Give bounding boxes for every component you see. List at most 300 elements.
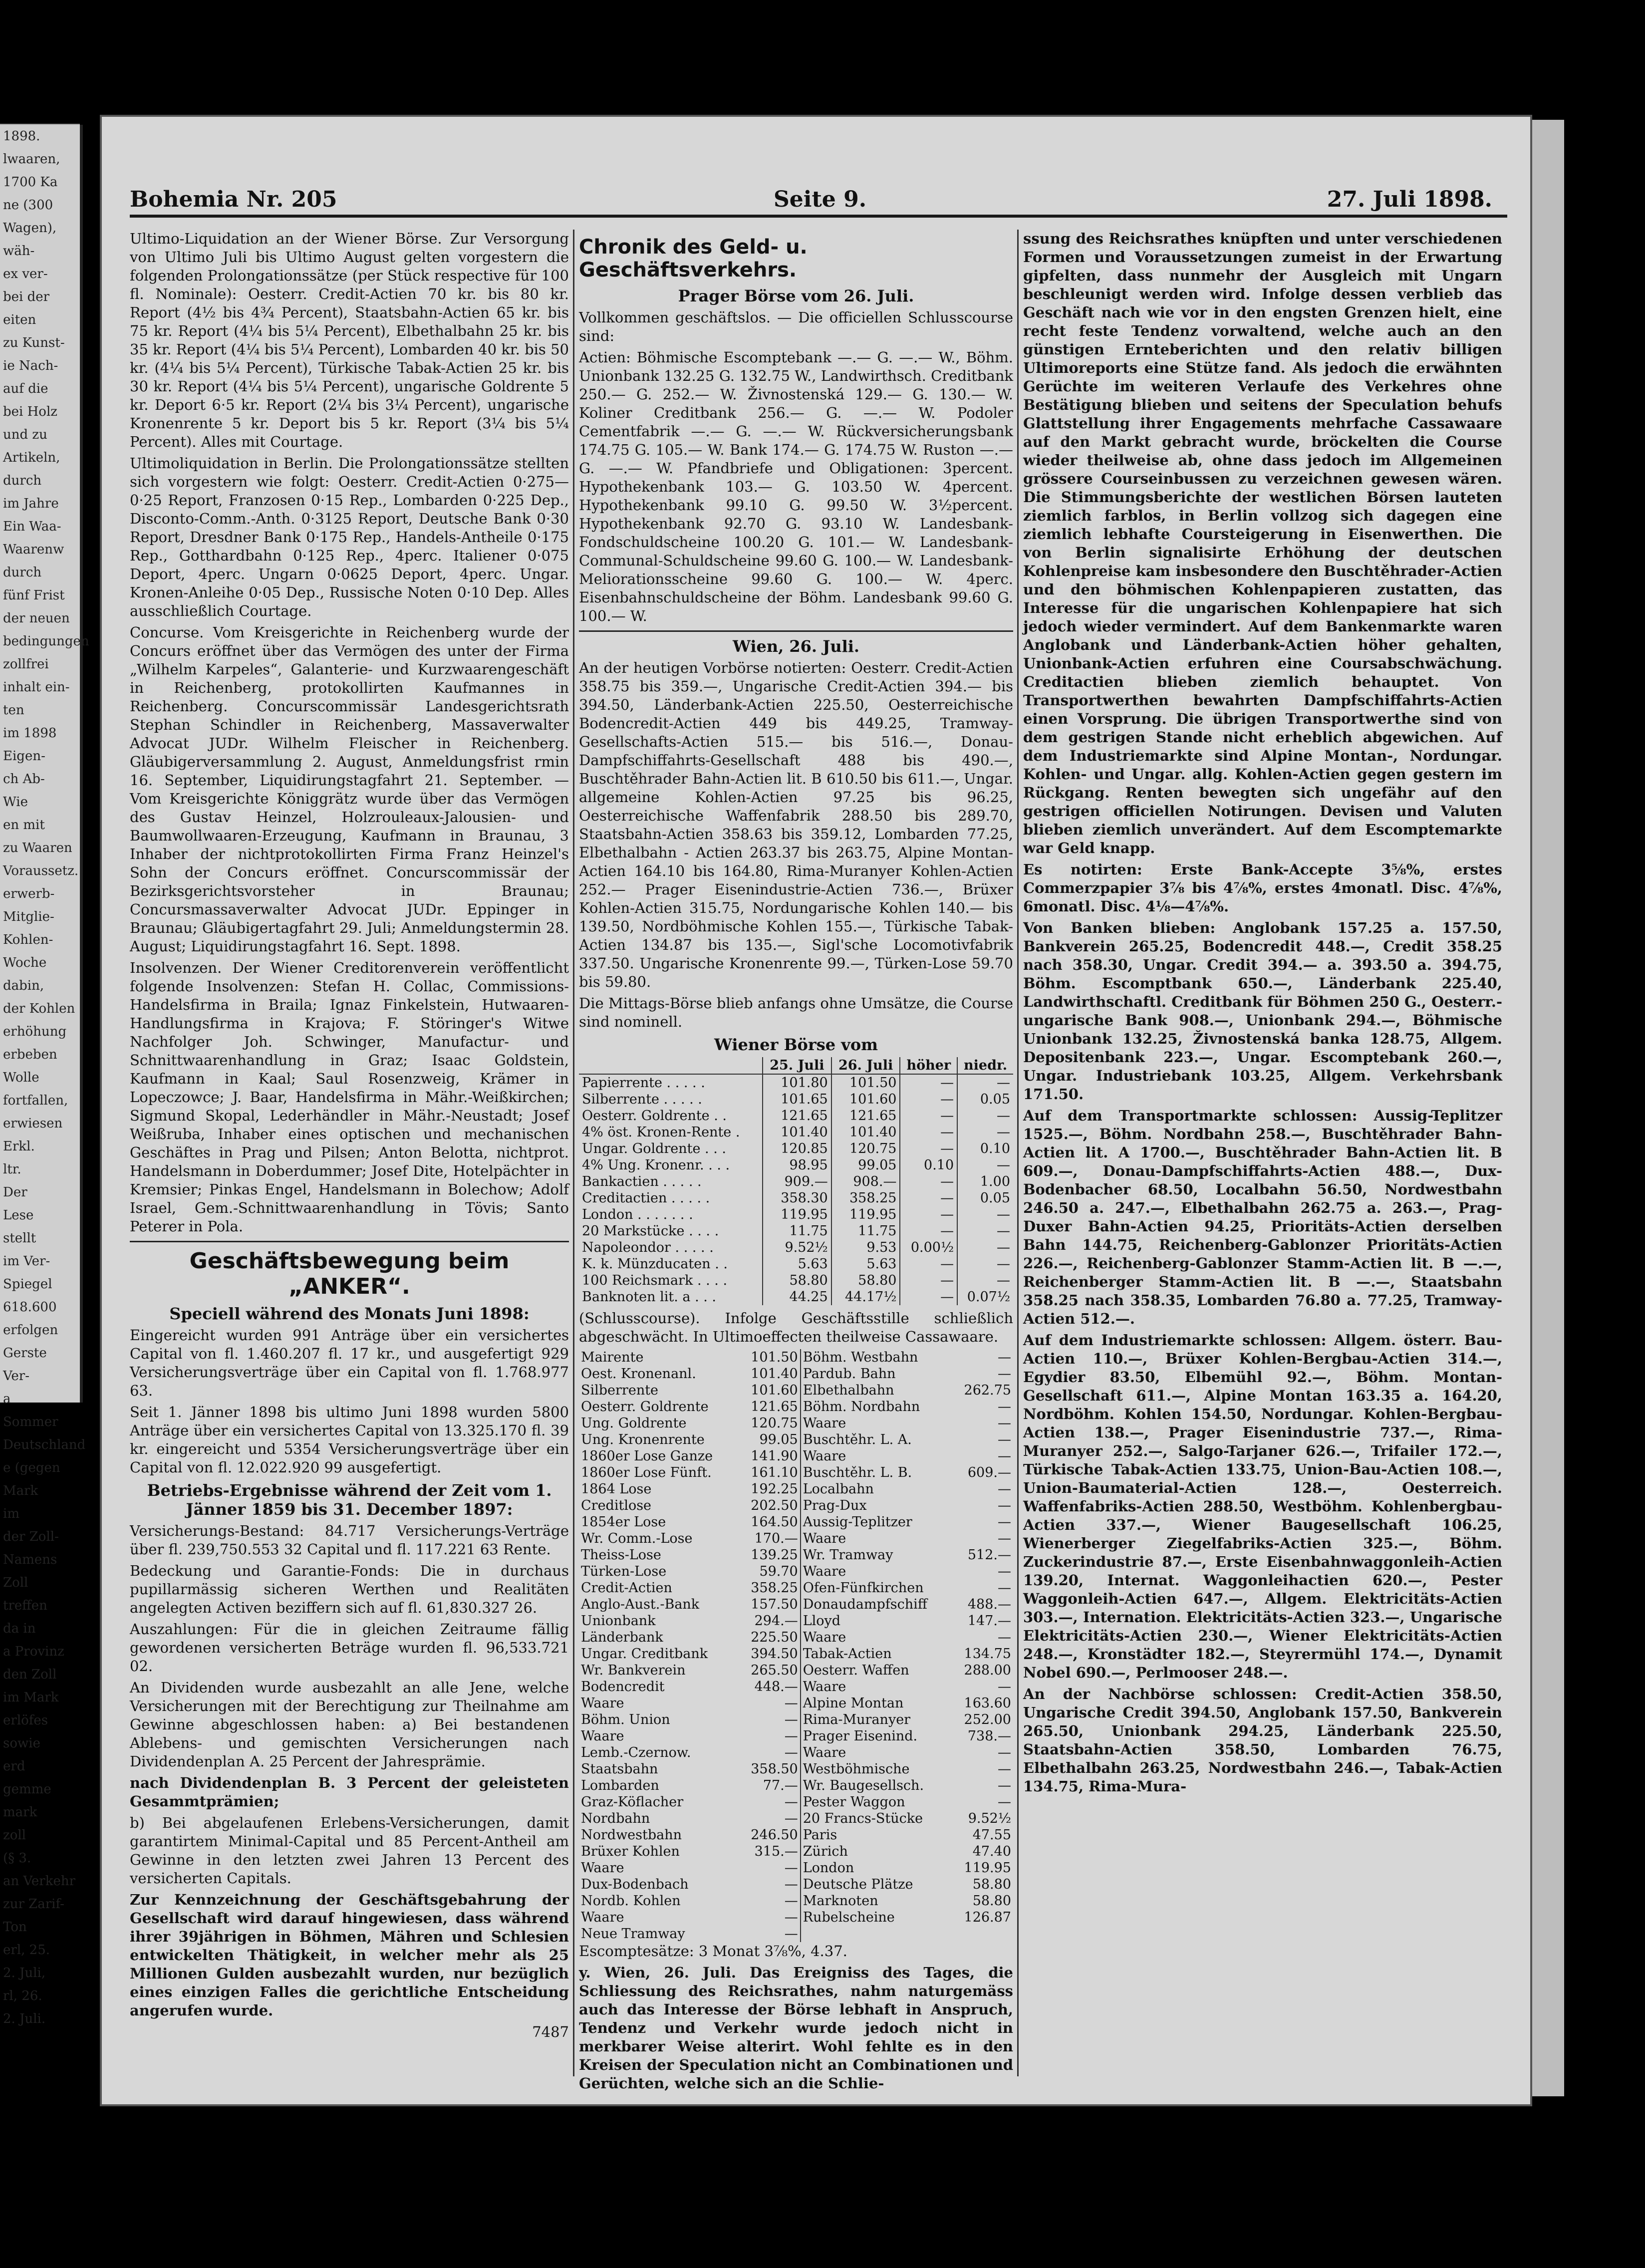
table-row	[579, 1124, 1013, 1140]
prev-page-line: ne (300	[3, 198, 53, 213]
table-cell: 98.95	[763, 1157, 831, 1173]
quote-cell: London	[803, 1860, 854, 1876]
table-cell: 4% Ung. Kronenr. . . .	[582, 1157, 730, 1173]
prev-page-line: Wie	[3, 795, 28, 810]
quote-row	[579, 1399, 1013, 1415]
quote-row	[579, 1860, 1013, 1876]
quote-cell: Rima-Muranyer	[803, 1712, 911, 1727]
market-report-paragraph: ssung des Reichsrathes knüpften und unter verschiedenen Formen und Voraussetzungen zumeist in der Erwartung gipfelten, dass nunmehr der Ausgleich mit Ungarn beschleunigt werden wird. Infolge dessen verblieb das Geschäft nach wie vor in den engsten Grenzen hielt, eine recht feste Tendenz vorwaltend, welche auch an den günstigen Ernteberichten und den relativ billigen Ultimoreports eine Stütze fand. Als jedoch die erwähnten Gerüchte im weiteren Verlaufe des Verkehres ohne Bestätigung blieben und seitens der Speculation behufs Glattstellung ihrer Engagements mehrfache Cassawaare auf den Markt gebracht wurde, bröckelten die Course wieder theilweise ab, ohne dass jedoch im Allgemeinen grössere Coursеinbussen zu verzeichnen gewesen wären. Die Stimmungsberichte der westlichen Börsen lauteten ziemlich farblos, in Berlin vollzog sich dagegen eine ziemlich lebhafte Coursteigerung in Eisenwerthen. Die von Berlin signalisirte Erhöhung der deutschen Kohlenpreise kam insbesondere den Buschtěhrader-Actien und den böhmischen Kohlenpapieren zustatten, das Interesse für die ungarischen Kohlenpapiere hat sich jedoch wieder vermindert. Auf dem Bankenmarkte waren Anglobank und Länderbank-Actien höher gehalten, Unionbank-Actien erfuhren eine Coursabschwächung. Creditactien blieben ziemlich behauptet. Von Transportwerthen bewahrten Dampfschiffahrts-Actien einen Vorsprung. Die übrigen Transportwerthe sind von dem gestrigen Stande nicht erheblich abgewichen. Auf dem Industriemarkte sind Alpine Montan-, Nordungar. Kohlen- und Ungar. allg. Kohlen-Actien gegen gestern im Rückgang. Renten bewegten sich ungefähr auf den gestrigen officiellen Notirungen. Devisen und Valuten blieben ziemlich unverändert. Auf dem Escomptemarkte war Geld knapp.	[1023, 230, 1502, 856]
table-cell: 58.80	[763, 1272, 831, 1289]
quote-row	[579, 1547, 1013, 1563]
divider	[579, 630, 1013, 632]
prev-page-line: ex ver-	[3, 267, 48, 282]
quote-cell: Pester Waggon	[803, 1794, 905, 1810]
market-report-paragraph: Von Banken blieben: Anglobank 157.25 a. 157.50, Bankverein 265.25, Bodencredit 448.—, Credit 358.25 nach 358.30, Ungar. Credit 394.— a. 393.50 a. 394.75, Böhm. Escomptbank 650.—, Länderbank 225.40, Landwirthschaftl. Creditbank für Böhmen 250 G., Oesterr.-ungarische Bank 908.—, Unionbank 294.—, Böhmische Unionbank 132.25, Živnostenská banka 128.75, Allgem. Depositenbank 223.—, Ungar. Escomptebank 260.—, Ungar. Industriebank 103.25, Allgem. Verkehrsbank 171.50.	[1023, 919, 1502, 1103]
quote-cell: —	[739, 1711, 800, 1728]
column-separator	[573, 230, 574, 2076]
table-cell: 101.60	[831, 1091, 900, 1108]
quote-cell: 512.—	[967, 1547, 1011, 1563]
quote-cell: Alpine Montan	[803, 1696, 904, 1711]
prev-page-line: wäh-	[3, 244, 35, 259]
quote-cell: 738.—	[967, 1728, 1011, 1744]
quote-cell: 488.—	[967, 1597, 1011, 1612]
quote-cell: —	[998, 1432, 1011, 1447]
quote-cell: Westböhmische	[803, 1761, 910, 1777]
prev-page-line: Eigen-	[3, 749, 45, 764]
header-paper-name: Bohemia Nr. 205	[130, 187, 337, 212]
prev-page-line: Spiegel	[3, 1277, 52, 1292]
table-cell: 101.80	[763, 1074, 831, 1091]
quote-cell: 126.87	[964, 1910, 1011, 1925]
quote-cell: —	[998, 1761, 1011, 1777]
table-cell: Creditactien . . . . .	[582, 1190, 710, 1206]
table-header-cell: niedr.	[957, 1057, 1013, 1074]
quote-row	[579, 1481, 1013, 1497]
quote-cell	[801, 1926, 953, 1942]
table-cell: 20 Markstücke . . . .	[582, 1223, 719, 1239]
prev-page-line: treffen	[3, 1598, 47, 1613]
table-cell: Banknoten lit. a . . .	[582, 1289, 717, 1305]
prev-page-line: Namens	[3, 1552, 57, 1567]
quote-cell: Waare	[581, 1860, 624, 1876]
quote-cell: —	[998, 1778, 1011, 1793]
prev-page-line: fortfallen,	[3, 1093, 68, 1108]
quote-cell: —	[998, 1514, 1011, 1530]
quote-cell: Tabak-Actien	[803, 1646, 892, 1662]
quote-cell: —	[998, 1580, 1011, 1596]
table-cell: —	[900, 1108, 957, 1124]
table-cell: 100 Reichsmark . . . .	[582, 1273, 728, 1288]
quote-cell: Böhm. Union	[581, 1712, 670, 1727]
prev-page-line: inhalt ein-	[3, 680, 70, 695]
table-header-cell: 26. Juli	[831, 1057, 900, 1074]
quote-cell: 202.50	[739, 1497, 800, 1514]
table-cell: 909.—	[763, 1173, 831, 1190]
prev-page-line: ten	[3, 703, 24, 718]
quote-cell: —	[998, 1481, 1011, 1497]
table-cell: Silberrente . . . . .	[582, 1092, 702, 1107]
quote-cell: —	[998, 1448, 1011, 1464]
quote-cell: Buschtěhr. L. A.	[803, 1432, 912, 1447]
column-separator	[1017, 230, 1019, 2076]
quote-cell: 1864 Lose	[581, 1481, 652, 1497]
page-header	[130, 185, 1507, 218]
quote-row	[579, 1382, 1013, 1399]
prev-page-line: erbeben	[3, 1047, 57, 1062]
prev-page-line: Mark	[3, 1483, 38, 1498]
quote-cell: Graz-Köflacher	[581, 1794, 684, 1810]
quote-cell: Ung. Goldrente	[581, 1416, 687, 1431]
table-row	[579, 1157, 1013, 1173]
prev-page-line: Lese	[3, 1208, 34, 1223]
escompte-line: Escomptesätze: 3 Monat 3⅞%, 4.37.	[579, 1943, 847, 1960]
anker-paragraph: Eingereicht wurden 991 Anträge über ein versichertes Capital von fl. 1.460.207 fl. 17 kr., und ausgefertigt 929 Versicherungsverträge über ein Capital von fl. 1.768.977 63.	[130, 1327, 569, 1399]
table-cell: 120.85	[763, 1140, 831, 1157]
quote-cell: Donaudampfschiff	[803, 1597, 927, 1612]
prev-page-line: Wolle	[3, 1070, 39, 1085]
quote-row	[579, 1662, 1013, 1679]
prag-heading: Prager Börse vom 26. Juli.	[678, 286, 914, 305]
prag-paragraph: Actien: Böhmische Escomptebank —.— G. —.— W., Böhm. Unionbank 132.25 G. 132.75 W., Landwirthsch. Creditbank 250.— G. 252.— W. Živnostenská 129.— G. 130.— W. Koliner Creditbank 256.— G. —.— W. Podoler Cementfabrik —.— G. —.— W. Rückversicherungsbank 174.75 G. 105.— W. Bank 174.— G. 174.75 W. Ruston —.— G. —.— W. Pfandbriefe und Obligationen: 3percent. Hypothekenbank 103.— G. 103.50 W. 4percent. Hypothekenbank 99.10 G. 99.50 W. 3½percent. Hypothekenbank 92.70 G. 93.10 W. Landesbank-Fondschuldscheine 100.20 G. 101.— W. Landesbank-Communal-Schuldscheine 99.60 G. 100.— W. Landesbank-Meliorationsscheine 99.60 G. 100.— W. 4perc. Eisenbahnschuldscheine der Böhm. Landesbank 99.60 G. 100.— W.	[579, 349, 1013, 624]
quote-cell: Türken-Lose	[581, 1564, 667, 1579]
prev-page-line: dabin,	[3, 978, 44, 993]
prev-page-line: bedingungen	[3, 634, 89, 649]
table-row	[579, 1272, 1013, 1289]
prev-page-line: den Zoll	[3, 1667, 57, 1682]
quote-row	[579, 1514, 1013, 1530]
anker-ad-number: 7487	[532, 2023, 569, 2040]
table-cell: —	[900, 1256, 957, 1272]
prev-page-line: 1898.	[3, 129, 40, 144]
quote-cell: Waare	[803, 1745, 846, 1760]
quote-cell: Pardub. Bahn	[803, 1366, 896, 1382]
table-cell: 4% öst. Kronen-Rente .	[582, 1125, 740, 1140]
table-cell: —	[957, 1124, 1013, 1140]
prev-page-line: a Provinz	[3, 1644, 64, 1659]
table-cell: —	[900, 1289, 957, 1305]
market-report-paragraph: An der Nachbörse schlossen: Credit-Actien 358.50, Ungarische Credit 394.50, Anglobank 157.50, Bankverein 265.50, Unionbank 294.25, Länderbank 225.50, Staatsbahn-Actien 358.50, Lombarden 76.75, Elbethalbahn 263.25, Nordwestbahn 246.—, Tabak-Actien 134.75, Rima-Mura-	[1023, 1686, 1502, 1795]
quote-cell: 58.80	[972, 1877, 1011, 1892]
quote-cell: Aussig-Teplitzer	[803, 1514, 912, 1530]
article-ultimo-wien: Ultimo-Liquidation an der Wiener Börse. Zur Versorgung von Ultimo Juli bis Ultimo August gelten vorgestern die folgenden Prolongationssätze (per Stück respective für 100 fl. Nominale): Oesterr. Credit-Actien 70 kr. bis 80 kr. Report (4½ bis 4¾ Percent), Staatsbahn-Actien 65 kr. bis 75 kr. Report (4¼ bis 5¼ Percent), Elbethalbahn 25 kr. bis 35 kr. Report (4¼ bis 5¼ Percent), Lombarden 40 kr. bis 50 kr. (4¼ bis 5¼ Percent), Türkische Tabak-Actien 25 kr. bis 30 kr. Report (4¼ bis 5¼ Percent), ungarische Goldrente 5 kr. Deport 6·5 kr. Report (2¼ bis 3¼ Percent), ungarische Kronenrente 5 kr. Deport bis 5 kr. Report (3¼ bis 5¼ Percent). Alles mit Courtage.	[130, 230, 569, 450]
prev-page-line: mark	[3, 1805, 37, 1820]
quote-cell: Waare	[803, 1630, 846, 1645]
anker-title: Geschäftsbewegung beim „ANKER“.	[189, 1248, 510, 1299]
prev-page-line: durch	[3, 565, 42, 580]
quote-cell: Ofen-Fünfkirchen	[803, 1580, 924, 1596]
quote-row	[579, 1926, 1013, 1942]
table-row	[579, 1256, 1013, 1272]
quote-cell: —	[998, 1794, 1011, 1810]
prev-page-line: der Kohlen	[3, 1001, 75, 1016]
quote-cell: 394.50	[739, 1646, 800, 1662]
table-cell: —	[900, 1206, 957, 1223]
prev-page-line: ie Nach-	[3, 358, 58, 373]
table-cell: —	[957, 1157, 1013, 1173]
anker-subtitle-2: Betriebs-Ergebnisse während der Zeit vom 1. Jänner 1859 bis 31. December 1897:	[147, 1481, 552, 1519]
quote-cell: Prager Eisenind.	[803, 1728, 918, 1744]
table-cell: Ungar. Goldrente . . .	[582, 1141, 726, 1156]
table-row	[579, 1074, 1013, 1091]
prev-page-line: Deutschland	[3, 1437, 86, 1452]
prev-page-line: Erkl.	[3, 1139, 35, 1154]
column-2	[579, 230, 1013, 2092]
prev-page-line: Wagen),	[3, 221, 57, 236]
quote-row	[579, 1761, 1013, 1777]
table-cell: K. k. Münzducaten . .	[582, 1256, 728, 1272]
article-insolvenzen: Insolvenzen. Der Wiener Creditorenverein veröffentlicht folgende Insolvenzen: Stefan H. Collac, Commissions-Handelsfirma in Braila; Ignaz Finkelstein, Hutwaaren-Handlungsfirma in Krajova; F. Störinger's Witwe Nachfolger Joh. Schwinger, Manufactur- und Schnittwaarenhandlung in Graz; Isaac Goldstein, Kaufmann in Kaal; Saul Rosenzweig, Krämer in Lopeczowce; J. Baar, Handelsfirma in Mähr.-Weißkirchen; Sigmund Skopal, Lederhändler in Mähr.-Neustadt; Josef Weißruba, Inhaber eines optischen und mechanischen Geschäftes in Prag und Pilsen; Anton Belotta, nichtprot. Handelsmann in Doberdummer; Josef Dite, Hotelpächter in Kremsier; Pinkas Engel, Handelsmann in Bolechow; Adolf Israel, Gem.-Schnittwaarenhandlung in Tövis; Santo Peterer in Pola.	[130, 959, 569, 1235]
prev-page-line: (§ 3.	[3, 1851, 31, 1866]
table-cell: 358.30	[763, 1190, 831, 1206]
table-cell: 101.50	[831, 1074, 900, 1091]
table-cell: 0.07½	[957, 1289, 1013, 1305]
prev-page-line: da in	[3, 1621, 36, 1636]
prev-page-line: zoll	[3, 1828, 26, 1843]
section-title: Chronik des Geld- u. Geschäftsverkehrs.	[579, 236, 808, 282]
prev-page-line: gemme	[3, 1782, 51, 1797]
quote-row	[579, 1464, 1013, 1481]
quote-cell: 157.50	[739, 1596, 800, 1613]
quote-cell: 121.65	[739, 1399, 800, 1415]
table-cell: Oesterr. Goldrente . .	[582, 1108, 727, 1124]
quote-cell: Oesterr. Goldrente	[581, 1399, 709, 1415]
anker-paragraph: Auszahlungen: Für die in gleichen Zeitraume fällig gewordenen versicherten Beträge wurden fl. 96,533.721 02.	[130, 1621, 569, 1675]
schlusscourse-table	[579, 1349, 1013, 1942]
quote-cell: —	[998, 1399, 1011, 1415]
quote-cell: 170.—	[739, 1530, 800, 1547]
table-cell: —	[957, 1206, 1013, 1223]
quote-row	[579, 1349, 1013, 1366]
quote-cell: 101.60	[739, 1382, 800, 1399]
table-cell: —	[900, 1173, 957, 1190]
prev-page-line: zur Zarif-	[3, 1897, 64, 1912]
prev-page-line: auf die	[3, 381, 48, 396]
quote-cell: 448.—	[739, 1679, 800, 1695]
table-row	[579, 1173, 1013, 1190]
wien-paragraph: Die Mittags-Börse blieb anfangs ohne Umsätze, die Course sind nominell.	[579, 995, 1013, 1030]
quote-cell: 101.40	[739, 1366, 800, 1382]
quote-row	[579, 1876, 1013, 1893]
quote-cell: 134.75	[964, 1646, 1011, 1662]
prev-page-line: 2. Juli,	[3, 1966, 46, 1981]
table-cell: 5.63	[763, 1256, 831, 1272]
quote-cell: Wr. Bankverein	[581, 1663, 686, 1678]
prev-page-line: erlöfes	[3, 1713, 48, 1728]
table-cell: 101.65	[763, 1091, 831, 1108]
anker-paragraph: Seit 1. Jänner 1898 bis ultimo Juni 1898 wurden 5800 Anträge über ein versichertes Capital von 13.325.170 fl. 39 kr. eingereicht und 5354 Versicherungsverträge über ein Capital von fl. 12.022.920 99 ausgefertigt.	[130, 1404, 569, 1476]
wien-paragraph: An der heutigen Vorbörse notierten: Oesterr. Credit-Actien 358.75 bis 359.—, Ungarische Credit-Actien 394.— bis 394.50, Länderbank-Actien 225.50, Oesterreichische Bodencredit-Actien 449 bis 449.25, Tramway-Gesellschafts-Actien 515.— bis 516.—, Donau-Dampfschiffahrts-Gesellschaft 488 bis 490.—, Buschtěhrader Bahn-Actien lit. B 610.50 bis 611.—, Ungar. allgemeine Kohlen-Actien 97.25 bis 96.25, Oesterreichische Waffenfabrik 288.50 bis 289.70, Staatsbahn-Actien 358.63 bis 359.12, Lombarden 77.25, Elbethalbahn - Actien 263.37 bis 263.75, Alpine Montan-Actien 164.10 bis 164.80, Rima-Muranyer Kohlen-Actien 252.— Prager Eisenindustrie-Actien 736.—, Brüxer Kohlen-Actien 315.75, Nordungarische Kohlen 140.— bis 139.50, Nordböhmische Kohlen 155.—, Türkische Tabak-Actien 134.87 bis 135.—, Sigl'sche Locomotivfabrik 337.50. Ungarische Kronenrente 99.—, Türken-Lose 59.70 bis 59.80.	[579, 659, 1013, 990]
prev-page-line: im Mark	[3, 1690, 59, 1705]
prev-page-line: stellt	[3, 1231, 36, 1246]
table-cell: 0.05	[957, 1091, 1013, 1108]
table-cell: 120.75	[831, 1140, 900, 1157]
quote-row	[579, 1646, 1013, 1662]
quote-row	[579, 1777, 1013, 1794]
table-cell: 11.75	[763, 1223, 831, 1239]
anker-subtitle: Speciell während des Monats Juni 1898:	[169, 1304, 530, 1323]
table-cell: —	[900, 1124, 957, 1140]
quote-cell: Theiss-Lose	[581, 1547, 661, 1563]
divider	[130, 1241, 569, 1242]
prev-page-line: a	[3, 1392, 11, 1407]
table-cell: 0.10	[900, 1157, 957, 1173]
quote-cell: 101.50	[739, 1349, 800, 1366]
quote-cell: 246.50	[739, 1827, 800, 1843]
prev-page-line: und zu	[3, 427, 47, 442]
quote-cell: 59.70	[739, 1563, 800, 1580]
quote-cell: —	[998, 1745, 1011, 1760]
quote-cell: 139.25	[739, 1547, 800, 1563]
table-cell: Bankactien . . . . .	[582, 1174, 702, 1189]
table-cell: London . . . . . . .	[582, 1207, 693, 1222]
table-cell: —	[900, 1074, 957, 1091]
quote-cell: Nordb. Kohlen	[581, 1893, 681, 1909]
table-cell: —	[900, 1223, 957, 1239]
quote-row	[579, 1366, 1013, 1382]
quote-cell: —	[739, 1794, 800, 1810]
quote-cell: Buschtěhr. L. B.	[803, 1465, 912, 1480]
quote-cell: Waare	[581, 1728, 624, 1744]
prev-page-line: durch	[3, 473, 42, 488]
table-cell: 58.80	[831, 1272, 900, 1289]
quote-row	[579, 1530, 1013, 1547]
table-cell: 44.25	[763, 1289, 831, 1305]
table-cell: —	[957, 1074, 1013, 1091]
anker-paragraph: Versicherungs-Bestand: 84.717 Versicherungs-Verträge über fl. 239,750.553 32 Capital und fl. 117.221 63 Rente.	[130, 1522, 569, 1558]
table-cell: —	[957, 1272, 1013, 1289]
previous-page-strip	[0, 125, 89, 2026]
quote-cell: 265.50	[739, 1662, 800, 1679]
quote-cell: —	[739, 1876, 800, 1893]
prev-page-line: eiten	[3, 312, 36, 327]
prev-page-line: 1700 Ka	[3, 175, 58, 190]
prev-page-line: Ton	[3, 1920, 27, 1935]
prev-page-line: Ver-	[3, 1369, 29, 1384]
quote-cell: Waare	[581, 1696, 624, 1711]
quote-cell: 161.10	[739, 1464, 800, 1481]
table-row	[579, 1140, 1013, 1157]
table-cell: Napoleondor . . . . .	[582, 1240, 714, 1255]
table-header-cell	[579, 1057, 763, 1074]
quote-row	[579, 1695, 1013, 1711]
table-row	[579, 1289, 1013, 1305]
prev-page-line: e (gegen	[3, 1460, 60, 1475]
quote-cell: —	[739, 1744, 800, 1761]
quote-cell: Creditlose	[581, 1498, 652, 1513]
prev-page-line: bei Holz	[3, 404, 57, 419]
quote-cell: —	[739, 1860, 800, 1876]
quote-cell: Lloyd	[803, 1613, 841, 1629]
quote-cell: Nordwestbahn	[581, 1827, 682, 1843]
prev-page-line: im	[3, 1506, 19, 1521]
quote-cell: —	[998, 1679, 1011, 1695]
quote-row	[579, 1893, 1013, 1909]
quote-row	[579, 1810, 1013, 1827]
table-cell: —	[957, 1239, 1013, 1256]
quote-row	[579, 1629, 1013, 1646]
quote-row	[579, 1563, 1013, 1580]
quote-cell: —	[998, 1416, 1011, 1431]
quote-cell: Rubelscheine	[803, 1910, 895, 1925]
prev-page-line: erl, 25.	[3, 1943, 50, 1958]
quote-cell: —	[998, 1366, 1011, 1382]
quote-cell: Paris	[803, 1827, 837, 1843]
table-cell: 101.40	[831, 1124, 900, 1140]
quote-cell: Lemb.-Czernow.	[581, 1745, 691, 1760]
header-page-number: Seite 9.	[774, 187, 867, 212]
table-header-row	[579, 1057, 1013, 1074]
quote-cell: —	[998, 1531, 1011, 1546]
anker-paragraph: Zur Kennzeichnung der Geschäftsgebahrung der Gesellschaft wird darauf hingewiesen, dass während ihrer 39jährigen in Böhmen, Mähren und Schlesien entwickelten Thätigkeit, in welcher mehr als 25 Millionen Gulden ausbezahlt wurden, nur bezüglich eines einzigen Falles die gerichtliche Entscheidung angerufen wurde.	[130, 1891, 569, 2019]
quote-cell: 99.05	[739, 1431, 800, 1448]
quote-cell	[953, 1926, 1013, 1942]
table-cell: 119.95	[763, 1206, 831, 1223]
quote-cell: 192.25	[739, 1481, 800, 1497]
quote-cell: 358.50	[739, 1761, 800, 1777]
quote-cell: —	[739, 1926, 800, 1942]
quote-cell: 1860er Lose Ganze	[581, 1448, 713, 1464]
prev-page-line: im 1898	[3, 726, 57, 741]
prev-page-line: im Ver-	[3, 1254, 50, 1269]
market-report-paragraph: Auf dem Industriemarkte schlossen: Allgem. österr. Bau-Actien 110.—, Brüxer Kohlen-Bergbau-Actien 314.—, Egydier 83.50, Elbemühl 92.—, Böhm. Montan-Gesellschaft 611.—, Alpine Montan 163.35 a. 164.20, Nordböhm. Kohlen 154.50, Nordungar. Kohlen-Bergbau-Actien 138.—, Prager Eisenindustrie 737.—, Rima-Muranyer 252.—, Salgo-Tarjaner 626.—, Trifailer 172.—, Türkische Tabak-Actien 133.75, Union-Bau-Actien 108.—, Union-Baumaterial-Actien 128.—, Oesterreich. Waffenfabriks-Actien 288.50, Westböhm. Kohlenbergbau-Actien 337.—, Wiener Baugesellschaft 106.25, Wienerberger Ziegelfabriks-Actien 325.—, Böhm. Zuckerindustrie 87.—, Erste Eisenbahnwaggonleih-Actien 139.20, Internat. Waggonleihactien 620.—, Pester Waggonleih-Actien 647.—, Allgem. Elektricitäts-Actien 303.—, Internation. Elektricitäts-Actien 323.—, Ungarische Elektricitäts-Actien 230.—, Wiener Elektricitäts-Actien 248.—, Kronstädter 182.—, Steyrermühl 174.—, Dynamit Nobel 690.—, Perlmooser 248.—.	[1023, 1332, 1502, 1681]
table-row	[579, 1091, 1013, 1108]
table-row	[579, 1108, 1013, 1124]
table-heading: Wiener Börse vom	[714, 1035, 878, 1054]
prev-page-line: zollfrei	[3, 657, 49, 672]
prev-page-line: lwaaren,	[3, 152, 60, 167]
quote-cell: —	[998, 1350, 1011, 1365]
quote-cell: 47.40	[972, 1844, 1011, 1859]
quote-cell: 164.50	[739, 1514, 800, 1530]
table-header-cell: 25. Juli	[763, 1057, 831, 1074]
quote-cell: 358.25	[739, 1580, 800, 1596]
quote-cell: Böhm. Westbahn	[803, 1350, 918, 1365]
table-cell: 119.95	[831, 1206, 900, 1223]
quote-row	[579, 1679, 1013, 1695]
table-cell: Papierrente . . . . .	[582, 1075, 705, 1091]
prev-page-line: zu Kunst-	[3, 335, 65, 350]
quote-cell: 288.00	[964, 1663, 1011, 1678]
quote-row	[579, 1728, 1013, 1744]
quote-cell: Deutsche Plätze	[803, 1877, 913, 1892]
quote-cell: 315.—	[739, 1843, 800, 1860]
prag-paragraph: Vollkommen geschäftslos. — Die officiellen Schlusscourse sind:	[579, 309, 1013, 344]
quote-cell: Waare	[803, 1564, 846, 1579]
quote-cell: Wr. Tramway	[803, 1547, 893, 1563]
prev-page-line: Gerste	[3, 1346, 47, 1361]
quote-cell: Localbahn	[803, 1481, 874, 1497]
prev-page-line: sowie	[3, 1736, 40, 1751]
quote-cell: Anglo-Aust.-Bank	[581, 1597, 700, 1612]
table-header-cell: höher	[900, 1057, 957, 1074]
table-cell: —	[957, 1108, 1013, 1124]
quote-cell: —	[739, 1893, 800, 1909]
table-cell: —	[900, 1272, 957, 1289]
quote-cell: 609.—	[967, 1465, 1011, 1480]
quote-cell: —	[998, 1630, 1011, 1645]
table-cell: 908.—	[831, 1173, 900, 1190]
table-cell: 9.53	[831, 1239, 900, 1256]
quote-row	[579, 1415, 1013, 1431]
quote-cell: 1854er Lose	[581, 1514, 666, 1530]
table-row	[579, 1206, 1013, 1223]
quote-cell: 9.52½	[968, 1811, 1011, 1826]
table-cell: 101.40	[763, 1124, 831, 1140]
quote-cell: Wr. Baugesellsch.	[803, 1778, 924, 1793]
table-cell: —	[900, 1140, 957, 1157]
quote-cell: Dux-Bodenbach	[581, 1877, 689, 1892]
prev-page-line: erd	[3, 1759, 25, 1774]
quote-row	[579, 1431, 1013, 1448]
quote-cell: Waare	[803, 1416, 846, 1431]
quote-row	[579, 1827, 1013, 1843]
quote-cell: 1860er Lose Fünft.	[581, 1465, 712, 1480]
table-cell: 358.25	[831, 1190, 900, 1206]
quote-row	[579, 1711, 1013, 1728]
prev-page-line: im Jahre	[3, 496, 59, 511]
prev-page-line: 2. Juli.	[3, 2011, 46, 2026]
prev-page-line: erfolgen	[3, 1323, 58, 1338]
quote-cell: 252.00	[964, 1712, 1011, 1727]
quote-cell: Silberrente	[581, 1383, 659, 1398]
prev-page-line: ch Ab-	[3, 772, 45, 787]
table-row	[579, 1223, 1013, 1239]
quote-cell: 58.80	[972, 1893, 1011, 1909]
table-cell: 0.10	[957, 1140, 1013, 1157]
quote-cell: 20 Francs-Stücke	[803, 1811, 923, 1826]
table-cell: 0.00½	[900, 1239, 957, 1256]
prev-page-line: Waarenw	[3, 542, 64, 557]
